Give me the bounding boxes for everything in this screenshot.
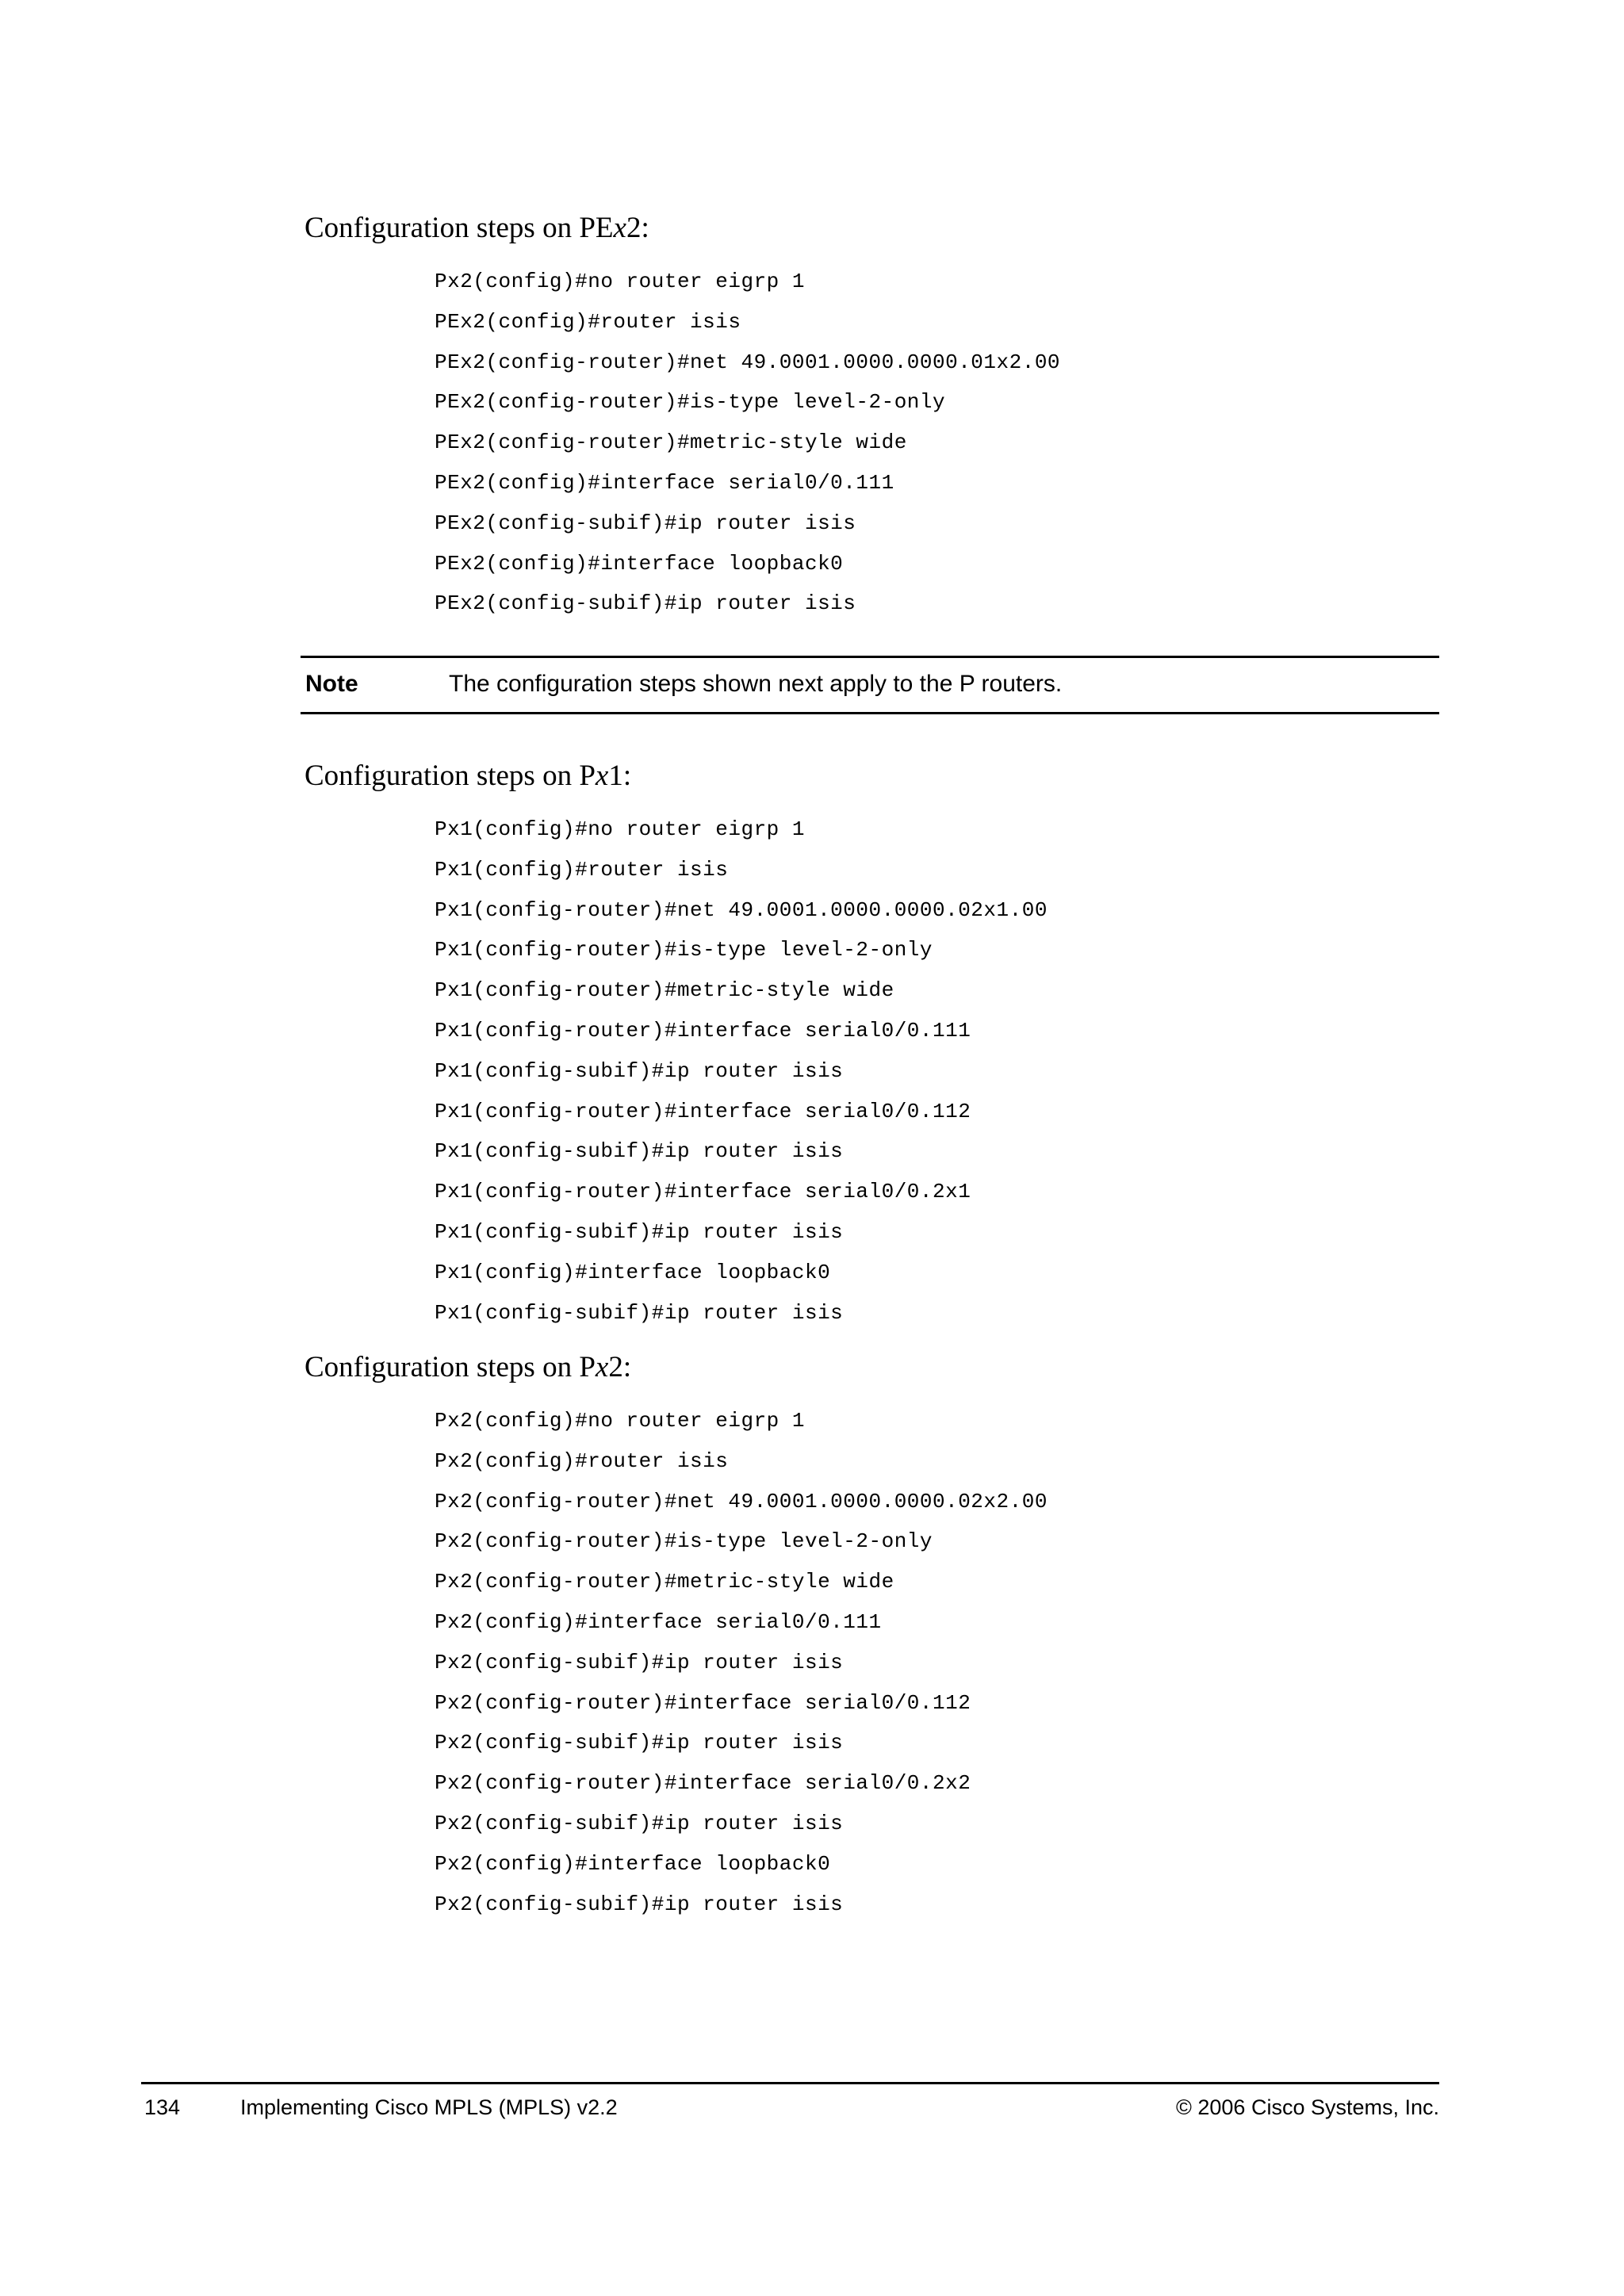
code-line: PEx2(config-router)#net 49.0001.0000.0000.01x2.00 xyxy=(435,350,1061,374)
note-text: The configuration steps shown next apply to the P routers. xyxy=(449,671,1063,697)
section-heading-pex2: Configuration steps on PEx2: xyxy=(304,212,649,244)
code-line: Px1(config)#router isis xyxy=(435,857,729,882)
code-block-px1 xyxy=(435,809,1048,1333)
footer-title: Implementing Cisco MPLS (MPLS) v2.2 xyxy=(240,2095,618,2119)
code-line: Px2(config-router)#metric-style wide xyxy=(435,1570,894,1594)
code-block-px2 xyxy=(435,1401,1048,1924)
code-line: Px1(config-router)#metric-style wide xyxy=(435,978,894,1003)
code-line: Px2(config)#no router eigrp 1 xyxy=(435,1409,805,1433)
code-line: Px1(config-router)#interface serial0/0.111 xyxy=(435,1018,971,1043)
code-line: Px2(config-subif)#ip router isis xyxy=(435,1811,844,1835)
code-line: Px2(config-subif)#ip router isis xyxy=(435,1731,844,1755)
code-line: Px1(config-router)#interface serial0/0.112 xyxy=(435,1099,971,1123)
code-line: Px1(config-subif)#ip router isis xyxy=(435,1058,844,1083)
code-line: Px2(config)#interface loopback0 xyxy=(435,1851,831,1876)
section-heading-px1: Configuration steps on Px1: xyxy=(304,760,632,792)
code-block-pex2 xyxy=(435,262,1060,624)
code-line: Px2(config-subif)#ip router isis xyxy=(435,1892,844,1916)
code-line: Px2(config)#interface serial0/0.111 xyxy=(435,1609,882,1634)
code-line: Px2(config-router)#net 49.0001.0000.0000.02x2.00 xyxy=(435,1489,1048,1513)
code-line: Px2(config-subif)#ip router isis xyxy=(435,1650,844,1674)
page-number: 134 xyxy=(144,2095,181,2119)
code-line: Px1(config-subif)#ip router isis xyxy=(435,1219,844,1244)
note-label: Note xyxy=(305,671,358,697)
code-line: Px1(config-router)#interface serial0/0.2x1 xyxy=(435,1180,971,1204)
code-line: Px1(config)#interface loopback0 xyxy=(435,1260,831,1284)
code-line: Px1(config-subif)#ip router isis xyxy=(435,1300,844,1325)
code-line: PEx2(config)#router isis xyxy=(435,309,741,334)
code-line: PEx2(config)#interface loopback0 xyxy=(435,551,844,576)
code-line: Px2(config)#router isis xyxy=(435,1448,729,1473)
code-line: PEx2(config-router)#is-type level-2-only xyxy=(435,390,946,415)
code-line: PEx2(config-subif)#ip router isis xyxy=(435,511,856,535)
code-line: PEx2(config)#interface serial0/0.111 xyxy=(435,470,894,495)
footer-copyright: © 2006 Cisco Systems, Inc. xyxy=(1175,2095,1439,2119)
section-heading-px2: Configuration steps on Px2: xyxy=(304,1351,632,1383)
code-line: Px1(config)#no router eigrp 1 xyxy=(435,817,805,841)
code-line: PEx2(config-subif)#ip router isis xyxy=(435,591,856,616)
note-box xyxy=(301,656,1439,714)
code-line: Px2(config-router)#interface serial0/0.112 xyxy=(435,1690,971,1715)
code-line: Px1(config-subif)#ip router isis xyxy=(435,1139,844,1164)
footer-rule xyxy=(141,2082,1439,2084)
code-line: Px2(config)#no router eigrp 1 xyxy=(435,270,805,293)
code-line: Px1(config-router)#net 49.0001.0000.0000.02x1.00 xyxy=(435,897,1048,922)
code-line: Px2(config-router)#interface serial0/0.2x2 xyxy=(435,1771,971,1796)
code-line: Px2(config-router)#is-type level-2-only xyxy=(435,1529,933,1554)
code-line: PEx2(config-router)#metric-style wide xyxy=(435,430,907,455)
code-line: Px1(config-router)#is-type level-2-only xyxy=(435,938,933,962)
